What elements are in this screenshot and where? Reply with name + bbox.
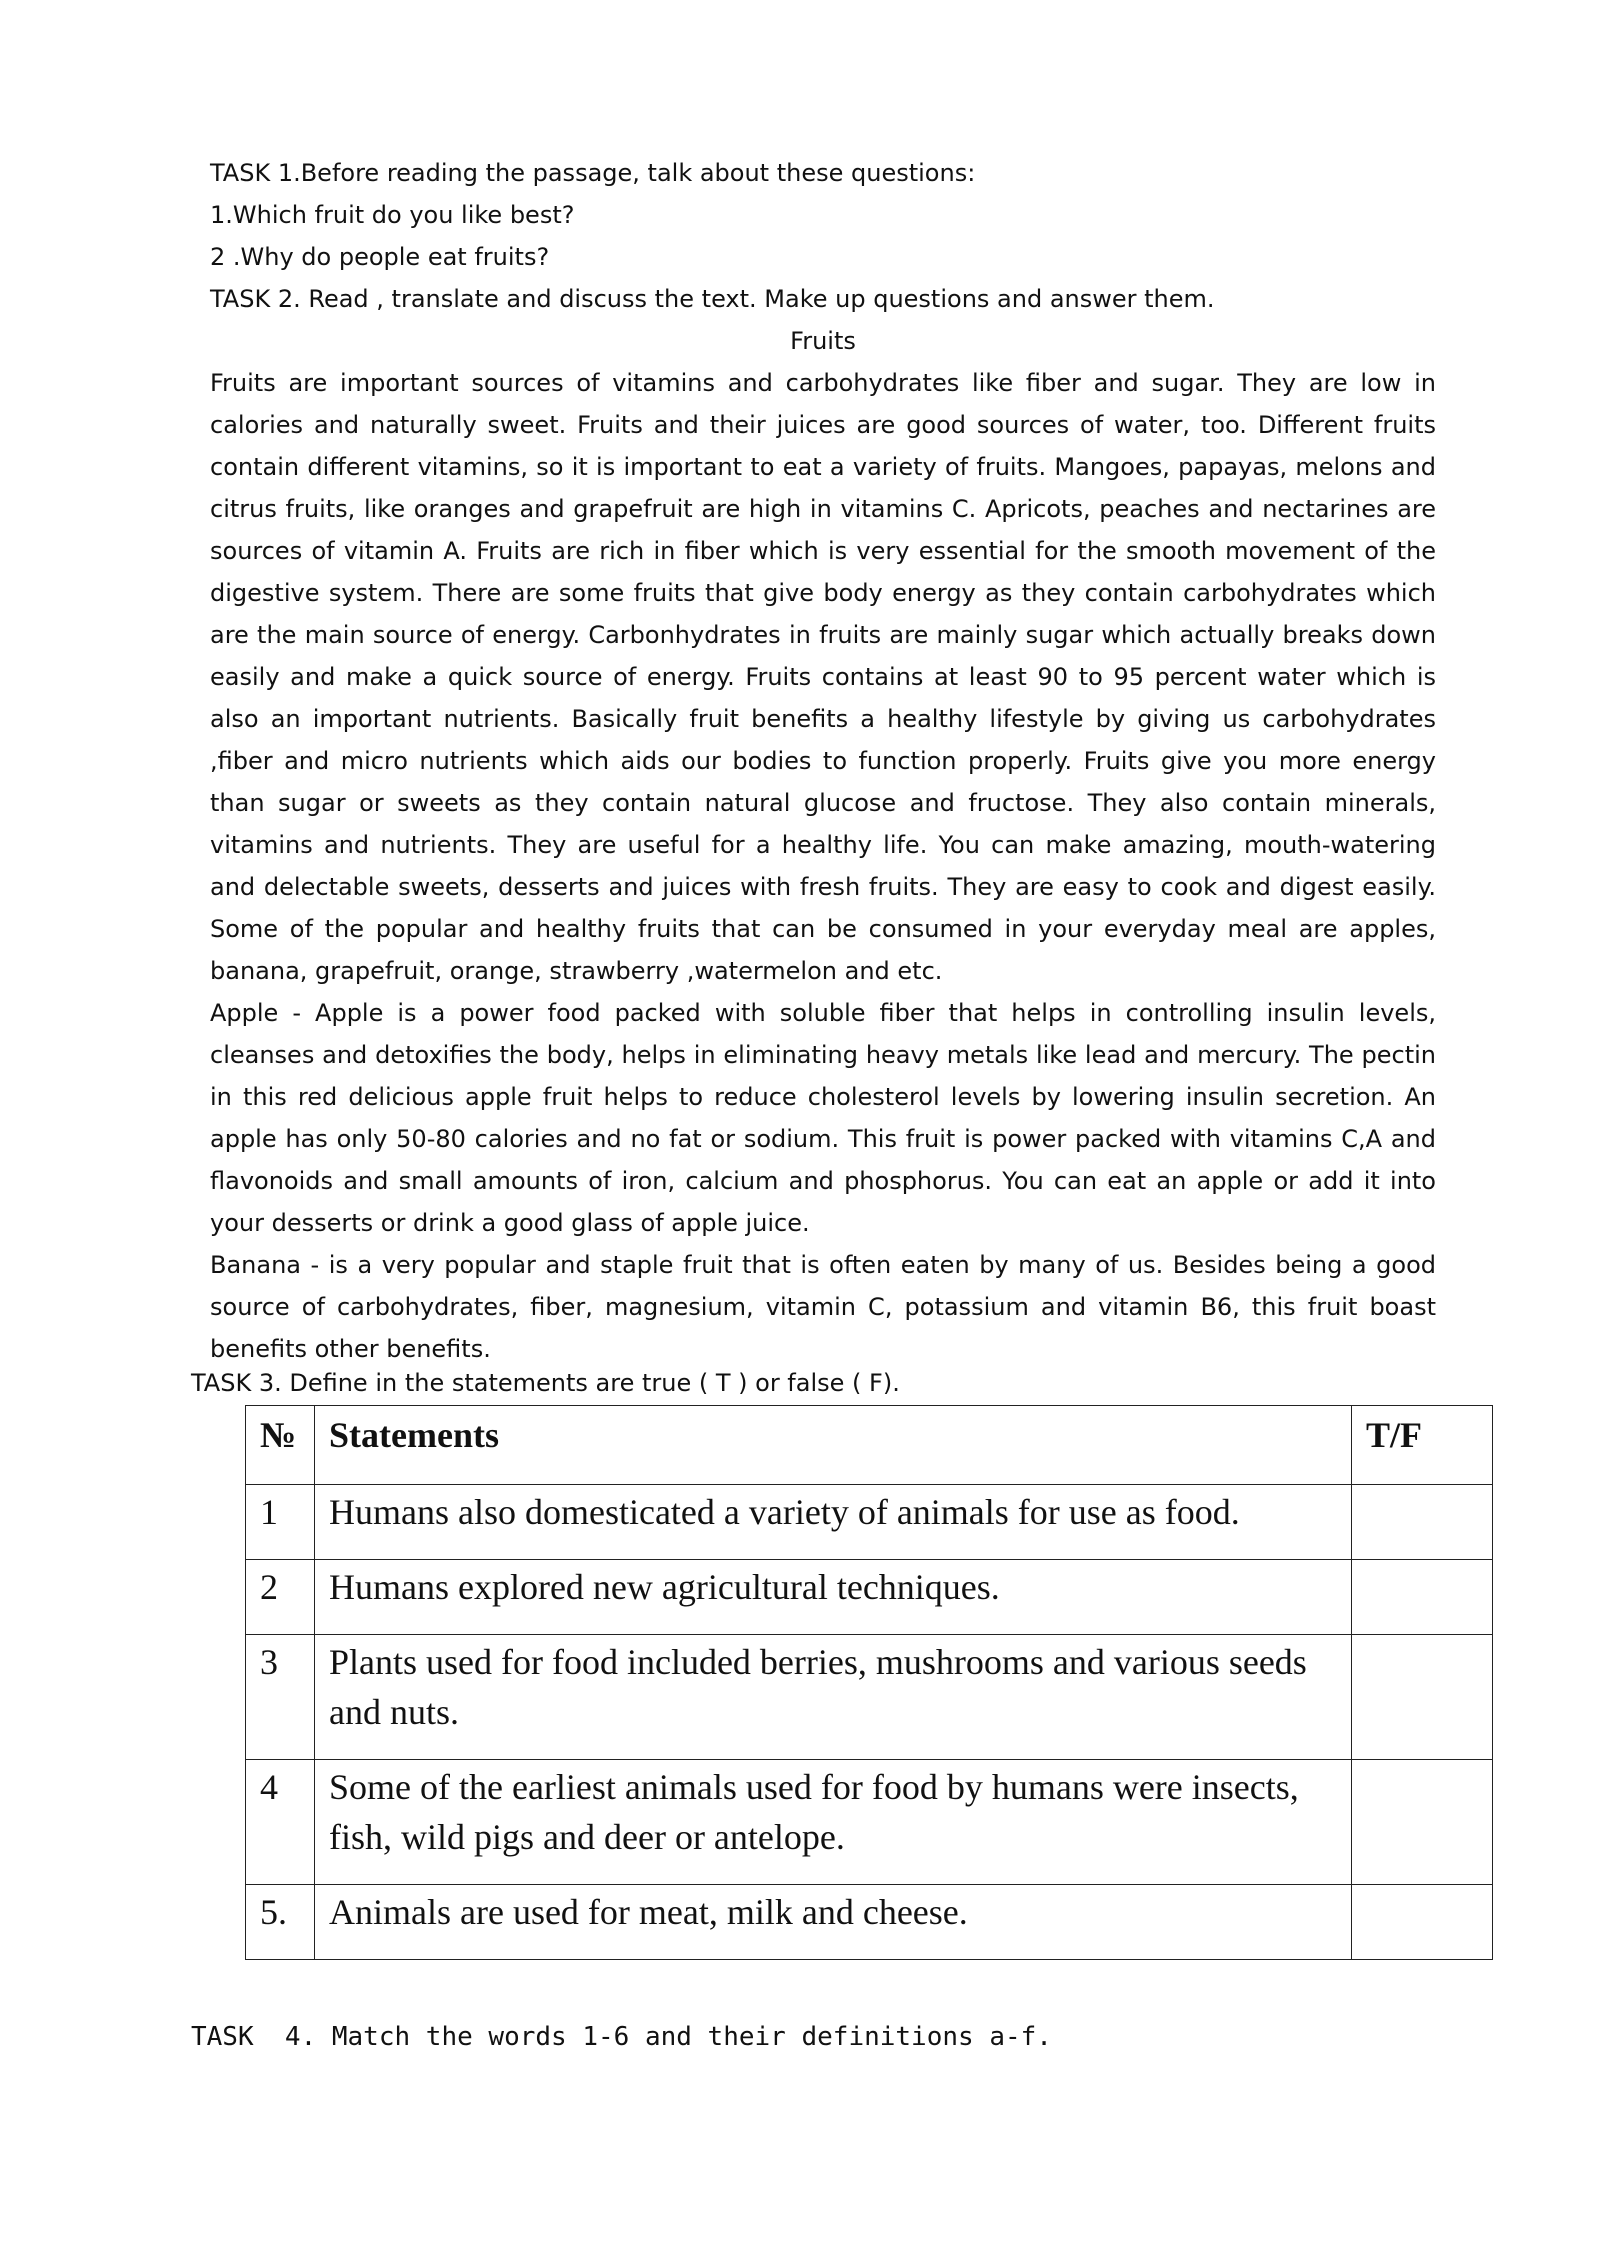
- reading-section: [210, 152, 1436, 1370]
- table-row: [246, 1885, 1493, 1960]
- table-row: [246, 1760, 1493, 1885]
- row-statement: Some of the earliest animals used for food by humans were insects, fish, wild pigs and deer or antelope.: [315, 1760, 1352, 1885]
- task3-heading: TASK 3. Define in the statements are true ( T ) or false ( F).: [191, 1369, 900, 1397]
- table-row: [246, 1635, 1493, 1760]
- header-true-false: T/F: [1352, 1406, 1493, 1485]
- statements-table: [245, 1405, 1493, 1960]
- row-statement: Humans also domesticated a variety of animals for use as food.: [315, 1485, 1352, 1560]
- row-statement: Humans explored new agricultural techniques.: [315, 1560, 1352, 1635]
- row-statement: Plants used for food included berries, mushrooms and various seeds and nuts.: [315, 1635, 1352, 1760]
- row-number: 5.: [246, 1885, 315, 1960]
- table-row: [246, 1485, 1493, 1560]
- row-answer-cell[interactable]: [1352, 1635, 1493, 1760]
- row-statement: Animals are used for meat, milk and cheese.: [315, 1885, 1352, 1960]
- passage-paragraph-apple: Apple - Apple is a power food packed with soluble fiber that helps in controlling insulin levels, cleanses and detoxifies the body, helps in eliminating heavy metals like lead and mercury. The pectin in this red delicious apple fruit helps to reduce cholesterol levels by lowering insulin secretion. An apple has only 50-80 calories and no fat or sodium. This fruit is power packed with vitamins C,A and flavonoids and small amounts of iron, calcium and phosphorus. You can eat an apple or add it into your desserts or drink a good glass of apple juice.: [210, 999, 1436, 1237]
- task1-heading: TASK 1.Before reading the passage, talk about these questions:: [210, 159, 976, 187]
- passage-paragraph-fruits: Fruits are important sources of vitamins and carbohydrates like fiber and sugar. They are low in calories and naturally sweet. Fruits and their juices are good sources of water, too. Different fruits contain different vitamins, so it is important to eat a variety of fruits. Mangoes, papayas, melons and citrus fruits, like oranges and grapefruit are high in vitamins C. Apricots, peaches and nectarines are sources of vitamin A. Fruits are rich in fiber which is very essential for the smooth movement of the digestive system. There are some fruits that give body energy as they contain carbohydrates which are the main source of energy. Carbonhydrates in fruits are mainly sugar which actually breaks down easily and make a quick source of energy. Fruits contains at least 90 to 95 percent water which is also an important nutrients. Basically fruit benefits a healthy lifestyle by giving us carbohydrates ,fiber and micro nutrients which aids our bodies to function properly. Fruits give you more energy than sugar or sweets as they contain natural glucose and fructose. They also contain minerals, vitamins and nutrients. They are useful for a healthy life. You can make amazing, mouth-watering and delectable sweets, desserts and juices with fresh fruits. They are easy to cook and digest easily. Some of the popular and healthy fruits that can be consumed in your everyday meal are apples, banana, grapefruit, orange, strawberry ,watermelon and etc.: [210, 369, 1436, 985]
- row-number: 3: [246, 1635, 315, 1760]
- passage-paragraph-banana: Banana - is a very popular and staple fruit that is often eaten by many of us. Besides being a good source of carbohydrates, fiber, magnesium, vitamin C, potassium and vitamin B6, this fruit boast benefits other benefits.: [210, 1251, 1436, 1363]
- table-header-row: [246, 1406, 1493, 1485]
- row-number: 1: [246, 1485, 315, 1560]
- row-number: 4: [246, 1760, 315, 1885]
- passage-title: Fruits: [790, 327, 856, 355]
- question-1: 1.Which fruit do you like best?: [210, 201, 575, 229]
- row-answer-cell[interactable]: [1352, 1560, 1493, 1635]
- table-row: [246, 1560, 1493, 1635]
- row-answer-cell[interactable]: [1352, 1885, 1493, 1960]
- row-answer-cell[interactable]: [1352, 1485, 1493, 1560]
- task4-heading: TASK 4. Match the words 1-6 and their definitions a-f.: [191, 2022, 1052, 2052]
- row-answer-cell[interactable]: [1352, 1760, 1493, 1885]
- header-number: №: [246, 1406, 315, 1485]
- question-2: 2 .Why do people eat fruits?: [210, 243, 550, 271]
- row-number: 2: [246, 1560, 315, 1635]
- task2-heading: TASK 2. Read , translate and discuss the text. Make up questions and answer them.: [210, 285, 1215, 313]
- header-statements: Statements: [315, 1406, 1352, 1485]
